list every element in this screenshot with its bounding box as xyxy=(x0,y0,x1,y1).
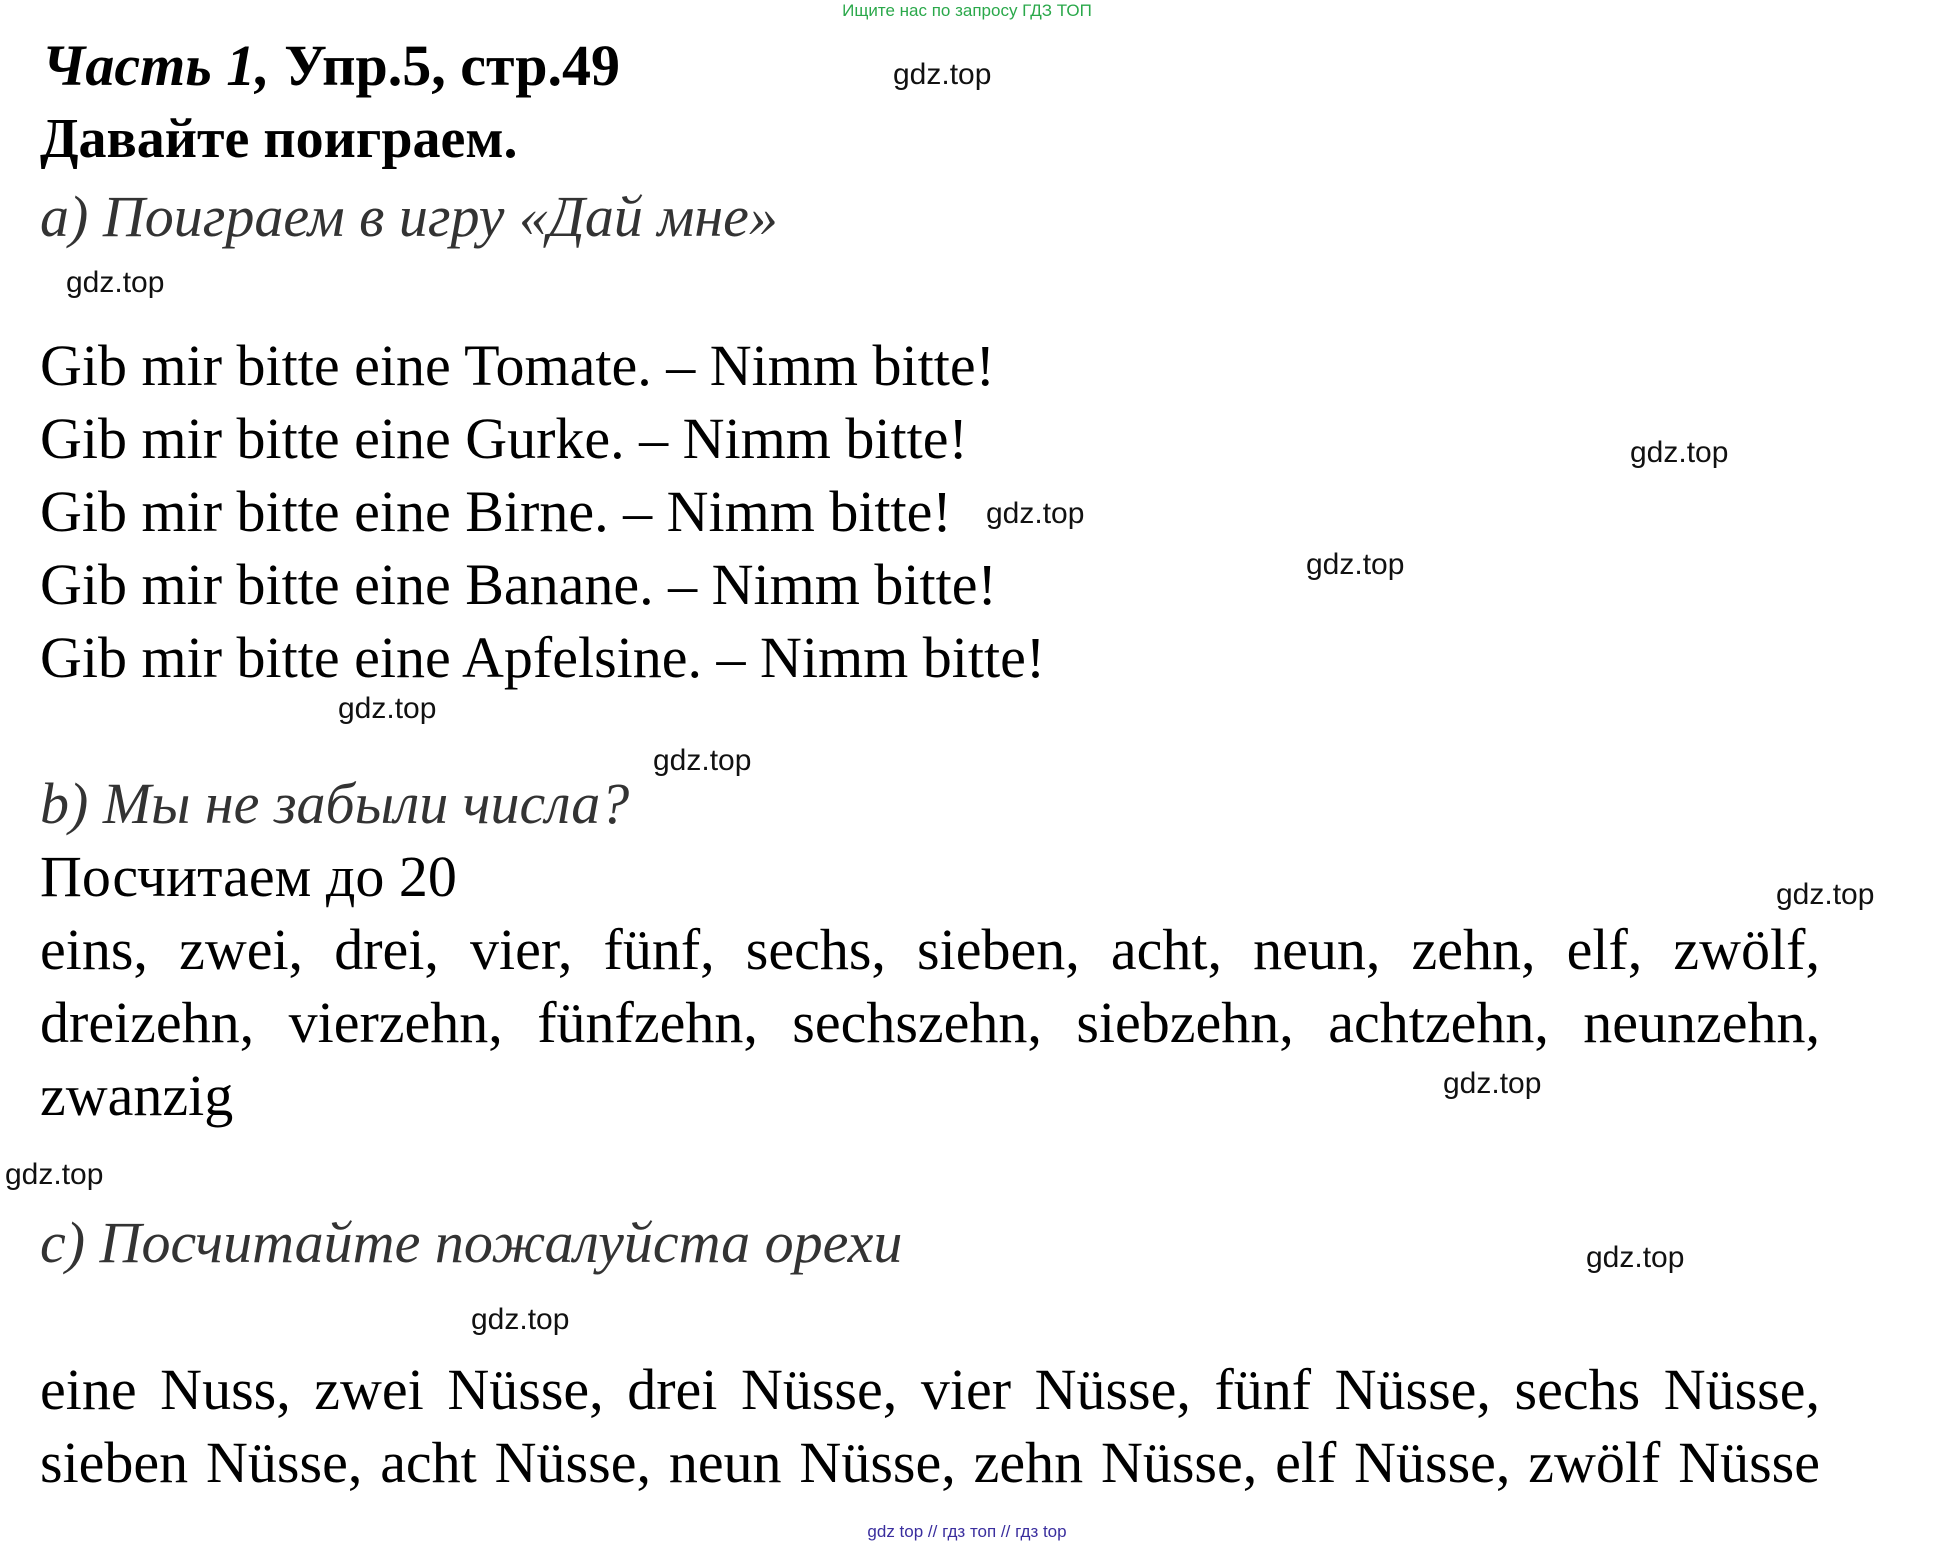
watermark: gdz.top xyxy=(1630,436,1729,469)
dialog-line: Gib mir bitte eine Birne. – Nimm bitte! xyxy=(40,479,952,544)
watermark: gdz.top xyxy=(1586,1241,1685,1274)
watermark: gdz.top xyxy=(471,1303,570,1336)
page-title xyxy=(42,32,620,99)
dialog-line: Gib mir bitte eine Banane. – Nimm bitte! xyxy=(40,552,997,617)
nuts-line: eine Nuss, zwei Nüsse, drei Nüsse, vier Nüsse, fünf Nüsse, sechs Nüsse, xyxy=(40,1357,1820,1422)
page-subtitle: Давайте поиграем. xyxy=(40,108,518,170)
nuts-line: sieben Nüsse, acht Nüsse, neun Nüsse, zehn Nüsse, elf Nüsse, zwölf Nüsse xyxy=(40,1430,1820,1495)
section-b-heading: b) Мы не забыли числа? xyxy=(40,771,630,836)
top-banner: Ищите нас по запросу ГДЗ ТОП xyxy=(842,1,1092,20)
dialog-line: Gib mir bitte eine Tomate. – Nimm bitte! xyxy=(40,333,995,398)
numbers-line: zwanzig xyxy=(40,1063,234,1128)
watermark: gdz.top xyxy=(653,744,752,777)
footer-watermark: gdz top // гдз топ // гдз top xyxy=(867,1522,1067,1541)
numbers-line: dreizehn, vierzehn, fünfzehn, sechszehn, siebzehn, achtzehn, neunzehn, xyxy=(40,990,1820,1055)
watermark: gdz.top xyxy=(338,692,437,725)
watermark: gdz.top xyxy=(986,497,1085,530)
watermark: gdz.top xyxy=(1443,1067,1542,1100)
title-exercise: Упр.5, стр.49 xyxy=(269,33,620,98)
dialog-line: Gib mir bitte eine Apfelsine. – Nimm bitte! xyxy=(40,625,1046,690)
watermark: gdz.top xyxy=(1776,878,1875,911)
section-c-heading: c) Посчитайте пожалуйста орехи xyxy=(40,1210,903,1275)
section-a-heading: a) Поиграем в игру «Дай мне» xyxy=(40,184,778,249)
watermark: gdz.top xyxy=(1306,548,1405,581)
watermark: gdz.top xyxy=(66,266,165,299)
section-b-intro: Посчитаем до 20 xyxy=(40,844,457,909)
dialog-line: Gib mir bitte eine Gurke. – Nimm bitte! xyxy=(40,406,968,471)
watermark: gdz.top xyxy=(5,1158,104,1191)
title-part: Часть 1, xyxy=(42,33,270,98)
numbers-line: eins, zwei, drei, vier, fünf, sechs, sieben, acht, neun, zehn, elf, zwölf, xyxy=(40,917,1820,982)
watermark: gdz.top xyxy=(893,58,992,91)
